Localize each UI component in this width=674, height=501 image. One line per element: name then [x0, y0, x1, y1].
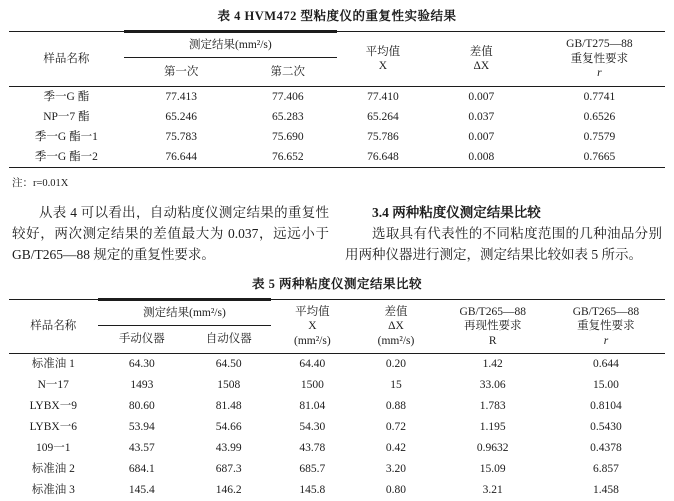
cell: 65.283	[271, 110, 304, 123]
cell: 109一1	[36, 442, 71, 455]
cell: 75.783	[165, 130, 197, 143]
table-row	[9, 396, 665, 417]
cell: 0.88	[385, 400, 407, 413]
cell: 0.007	[468, 130, 495, 143]
table4-header-diff-line2: ΔX	[473, 60, 490, 72]
table5-header-R-line3: R	[488, 334, 497, 347]
table5-header-diff-line1: 差值	[384, 305, 408, 318]
cell: 64.30	[98, 354, 187, 376]
table-row	[9, 127, 665, 147]
cell: 76.652	[239, 147, 337, 168]
cell: NP一7 酯	[43, 110, 90, 123]
right-column	[345, 202, 662, 265]
cell: 81.04	[299, 400, 326, 413]
table5-header-avg-line3: (mm²/s)	[294, 334, 331, 347]
cell: 1508	[217, 379, 241, 392]
cell: LYBX一6	[29, 421, 77, 434]
table5-header-r-line1: GB/T265—88	[572, 305, 640, 318]
table5-header-auto: 自动仪器	[205, 333, 252, 346]
table5-header-diff-line3: (mm²/s)	[377, 334, 415, 347]
cell: 0.72	[385, 421, 407, 434]
table5-header-R-line2: 再现性要求	[463, 320, 522, 333]
table4-header-row-1	[9, 32, 665, 58]
table4	[9, 30, 665, 168]
cell: 季一G 酯一2	[9, 147, 124, 168]
table4-header-second: 第二次	[270, 65, 306, 78]
table4-header-first: 第一次	[163, 65, 199, 78]
cell: 77.406	[239, 87, 337, 108]
table-row	[9, 480, 665, 501]
table4-header-sample: 样品名称	[9, 32, 124, 87]
table4-header-avg-line2: X	[378, 60, 388, 72]
table-row	[9, 147, 665, 168]
cell: 77.413	[124, 87, 239, 108]
table5-section	[0, 274, 674, 501]
cell: 0.80	[385, 484, 407, 497]
table5-header-diff	[353, 300, 438, 354]
cell: 0.4378	[590, 442, 622, 455]
cell: 54.30	[299, 421, 326, 434]
cell: 0.8104	[590, 400, 622, 413]
table5-header-avg-line2: X	[308, 320, 317, 333]
table5	[9, 298, 665, 501]
cell: 81.48	[215, 400, 242, 413]
table-row	[9, 354, 665, 376]
left-column	[12, 202, 329, 265]
cell: 15.00	[592, 379, 619, 392]
cell: 1.195	[479, 421, 506, 434]
cell: 0.644	[547, 354, 665, 376]
cell: 0.008	[429, 147, 534, 168]
cell: 15.09	[479, 463, 506, 476]
cell: 1493	[130, 379, 154, 392]
table4-header-gb	[534, 32, 665, 87]
cell: 54.66	[215, 421, 242, 434]
cell: 0.037	[468, 110, 495, 123]
cell: 1.42	[439, 354, 547, 376]
cell: 0.7741	[534, 87, 665, 108]
table5-header-diff-line2: ΔX	[388, 320, 404, 333]
table-row	[9, 459, 665, 480]
cell: 0.7579	[583, 130, 616, 143]
table4-header-gb-line3: r	[597, 67, 602, 80]
table4-header-avg-line1: 平均值	[365, 45, 401, 58]
body-text-columns	[12, 202, 662, 265]
table4-title: 表 4 HVM472 型粘度仪的重复性实验结果	[217, 9, 457, 23]
table5-header-manual: 手动仪器	[118, 333, 165, 346]
table4-header-diff	[429, 32, 534, 87]
cell: 1.458	[592, 484, 619, 497]
table5-header-avg	[271, 300, 353, 354]
section-heading: 3.4 两种粘度仪测定结果比较	[372, 205, 541, 220]
table5-title: 表 5 两种粘度仪测定结果比较	[251, 277, 422, 291]
cell: 1500	[300, 379, 324, 392]
cell: 43.99	[215, 442, 242, 455]
cell: 77.410	[337, 87, 429, 108]
table5-header-avg-line1: 平均值	[295, 305, 330, 318]
cell: 6.857	[592, 463, 619, 476]
table5-header-sample: 样品名称	[9, 300, 98, 354]
table4-header-gb-line1: GB/T275—88	[566, 38, 633, 51]
cell: LYBX一9	[29, 400, 77, 413]
table5-header-r-line2: 重复性要求	[577, 320, 635, 333]
cell: 0.9632	[476, 442, 509, 455]
cell: 80.60	[128, 400, 155, 413]
right-paragraph: 选取具有代表性的不同粘度范围的几种油品分别用两种仪器进行测定，测定结果比较如表 5 所示。	[345, 226, 662, 262]
table-row	[9, 417, 665, 438]
cell: 0.6526	[583, 110, 616, 123]
cell: 65.264	[367, 110, 399, 123]
cell: 65.246	[165, 110, 197, 123]
table4-note: 注：r=0.01X	[12, 178, 69, 189]
table5-header-r	[547, 300, 665, 354]
table-row	[9, 107, 665, 127]
table-row	[9, 87, 665, 108]
cell: 标准油 1	[9, 354, 98, 376]
cell: 0.20	[353, 354, 438, 376]
cell: 15	[390, 379, 402, 392]
cell: 53.94	[128, 421, 155, 434]
cell: 1.783	[479, 400, 506, 413]
cell: 75.786	[367, 130, 399, 143]
cell: 75.690	[271, 130, 304, 143]
cell: 43.57	[128, 442, 155, 455]
cell: 0.42	[385, 442, 407, 455]
cell: 76.644	[124, 147, 239, 168]
table4-header-diff-line1: 差值	[469, 45, 493, 58]
table4-header-gb-line2: 重复性要求	[570, 52, 629, 65]
cell: 标准油 2	[31, 463, 75, 476]
left-paragraph: 从表 4 可以看出，自动粘度仪测定结果的重复性较好，两次测定结果的差值最大为 0.037，远远小于 GB/T265—88 规定的重复性要求。	[12, 205, 329, 262]
cell: 季一G 酯一1	[34, 130, 98, 143]
cell: 64.50	[186, 354, 271, 376]
cell: 33.06	[479, 379, 506, 392]
cell: 0.007	[429, 87, 534, 108]
cell: 标准油 3	[31, 484, 75, 497]
cell: 145.4	[128, 484, 155, 497]
cell: 0.5430	[590, 421, 622, 434]
table4-header-avg	[337, 32, 429, 87]
cell: 64.40	[271, 354, 353, 376]
cell: 76.648	[337, 147, 429, 168]
cell: 685.7	[299, 463, 326, 476]
table5-header-row-1	[9, 300, 665, 326]
table5-header-group: 测定结果(mm²/s)	[98, 300, 272, 326]
cell: N一17	[37, 379, 69, 392]
cell: 3.20	[385, 463, 407, 476]
cell: 684.1	[128, 463, 155, 476]
table5-header-R	[439, 300, 547, 354]
table-row	[9, 375, 665, 396]
table4-header-group: 测定结果(mm²/s)	[124, 32, 337, 58]
cell: 季一G 酯	[9, 87, 124, 108]
cell: 145.8	[299, 484, 326, 497]
table5-header-R-line1: GB/T265—88	[459, 305, 526, 318]
cell: 146.2	[215, 484, 242, 497]
cell: 43.78	[299, 442, 326, 455]
cell: 0.7665	[534, 147, 665, 168]
table-row	[9, 438, 665, 459]
cell: 3.21	[482, 484, 503, 497]
cell: 687.3	[215, 463, 242, 476]
table5-header-r-line3: r	[603, 334, 609, 347]
